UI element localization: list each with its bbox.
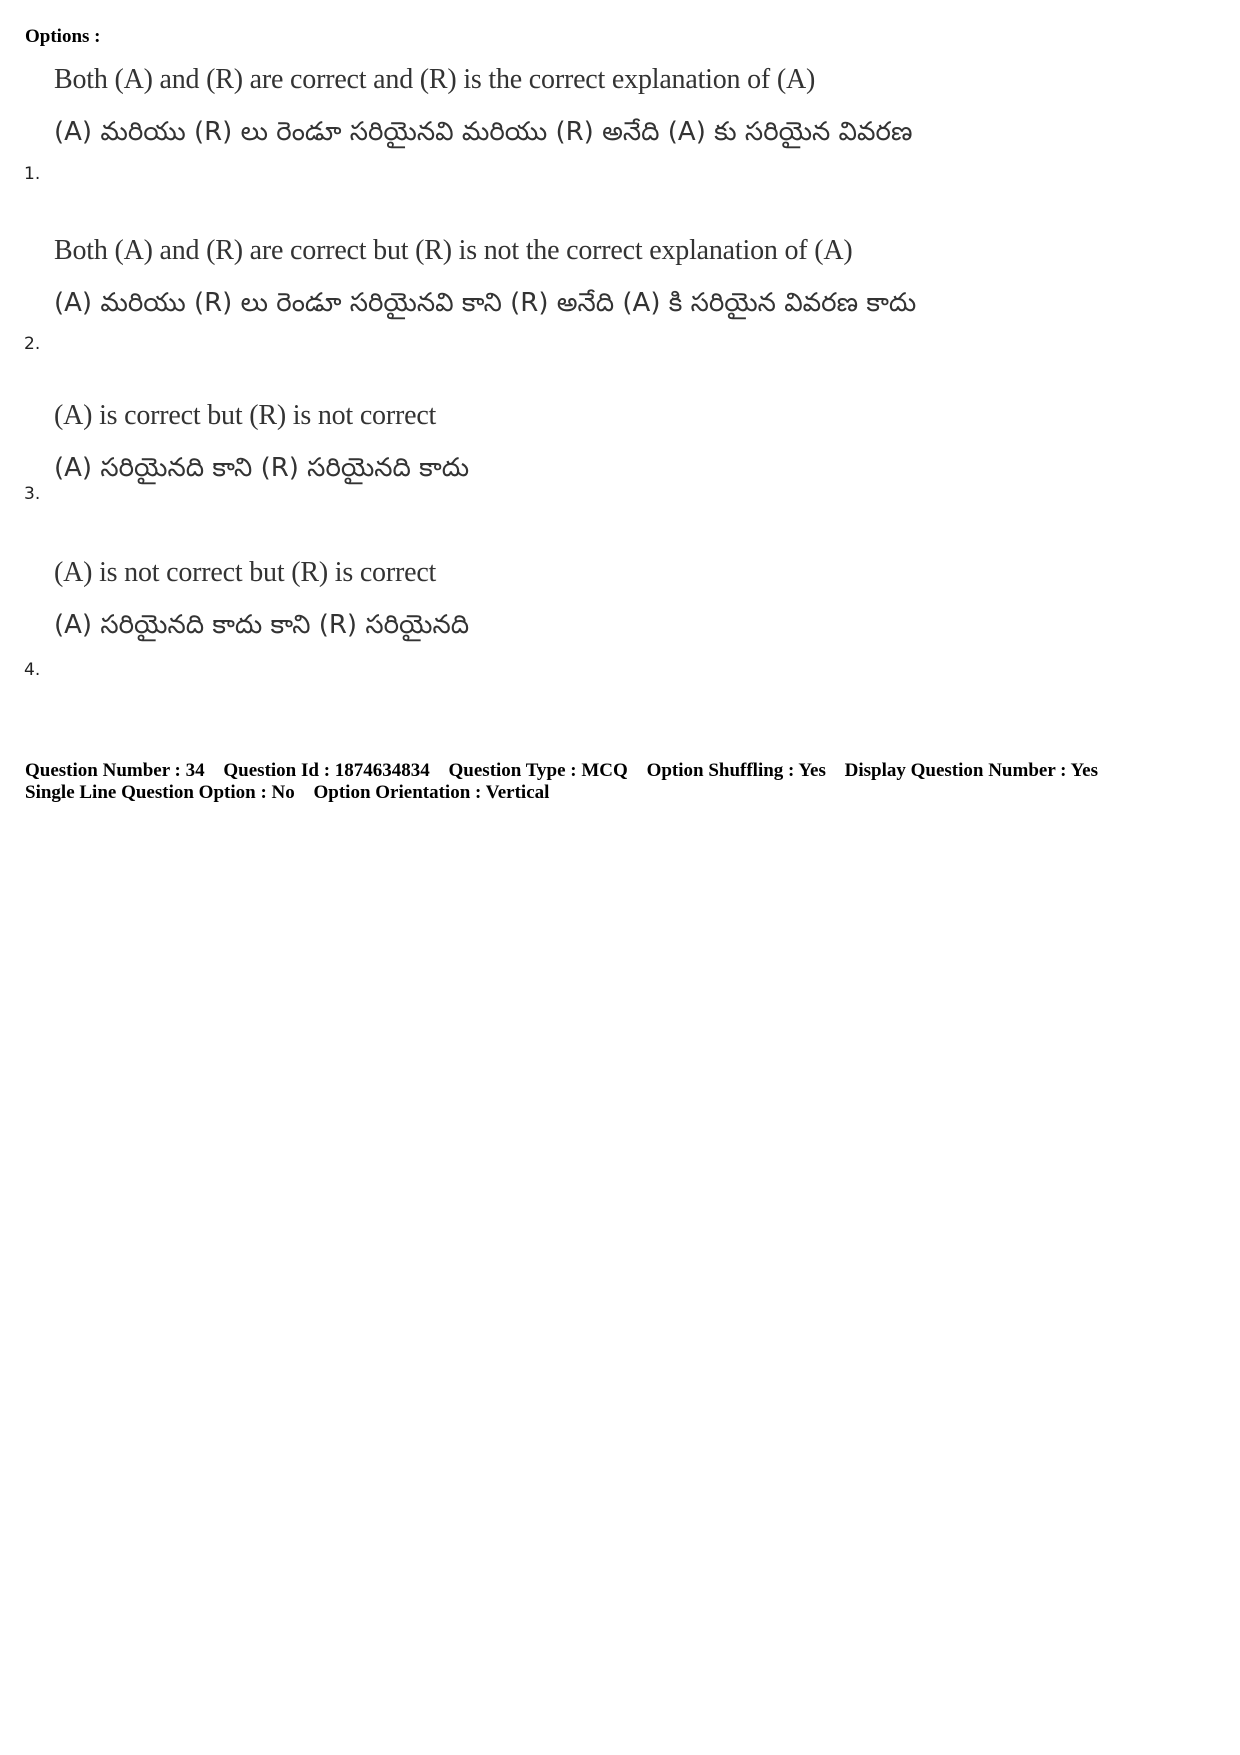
option-number: 1. [24, 164, 41, 184]
option-english-text: Both (A) and (R) are correct and (R) is the correct explanation of (A) [54, 64, 816, 95]
question-type: Question Type : MCQ [448, 760, 628, 781]
option-english-text: (A) is not correct but (R) is correct [54, 557, 437, 588]
display-question-number: Display Question Number : Yes [844, 760, 1098, 781]
option-telugu-text: (A) సరియైనది కాని (R) సరియైనది కాదు [54, 453, 470, 483]
option-english-text: (A) is correct but (R) is not correct [54, 400, 437, 431]
option-telugu-text: (A) మరియు (R) లు రెండూ సరియైనవి మరియు (R) అనేది (A) కు సరియైన వివరణ [54, 117, 913, 147]
single-line-question-option: Single Line Question Option : No [25, 782, 295, 803]
question-number: Question Number : 34 [25, 760, 205, 781]
options-heading: Options : [25, 26, 101, 47]
option-orientation: Option Orientation : Vertical [313, 782, 550, 803]
metadata-line-2 [25, 782, 1225, 804]
option-number: 2. [24, 334, 41, 354]
option-english-text: Both (A) and (R) are correct but (R) is not the correct explanation of (A) [54, 235, 853, 266]
question-id: Question Id : 1874634834 [223, 760, 430, 781]
question-metadata [25, 760, 1225, 804]
option-number: 4. [24, 660, 41, 680]
option-telugu-text: (A) మరియు (R) లు రెండూ సరియైనవి కాని (R) అనేది (A) కి సరియైన వివరణ కాదు [54, 288, 917, 318]
option-number: 3. [24, 484, 41, 504]
option-shuffling: Option Shuffling : Yes [646, 760, 826, 781]
metadata-line-1 [25, 760, 1225, 782]
option-telugu-text: (A) సరియైనది కాదు కాని (R) సరియైనది [54, 610, 470, 640]
